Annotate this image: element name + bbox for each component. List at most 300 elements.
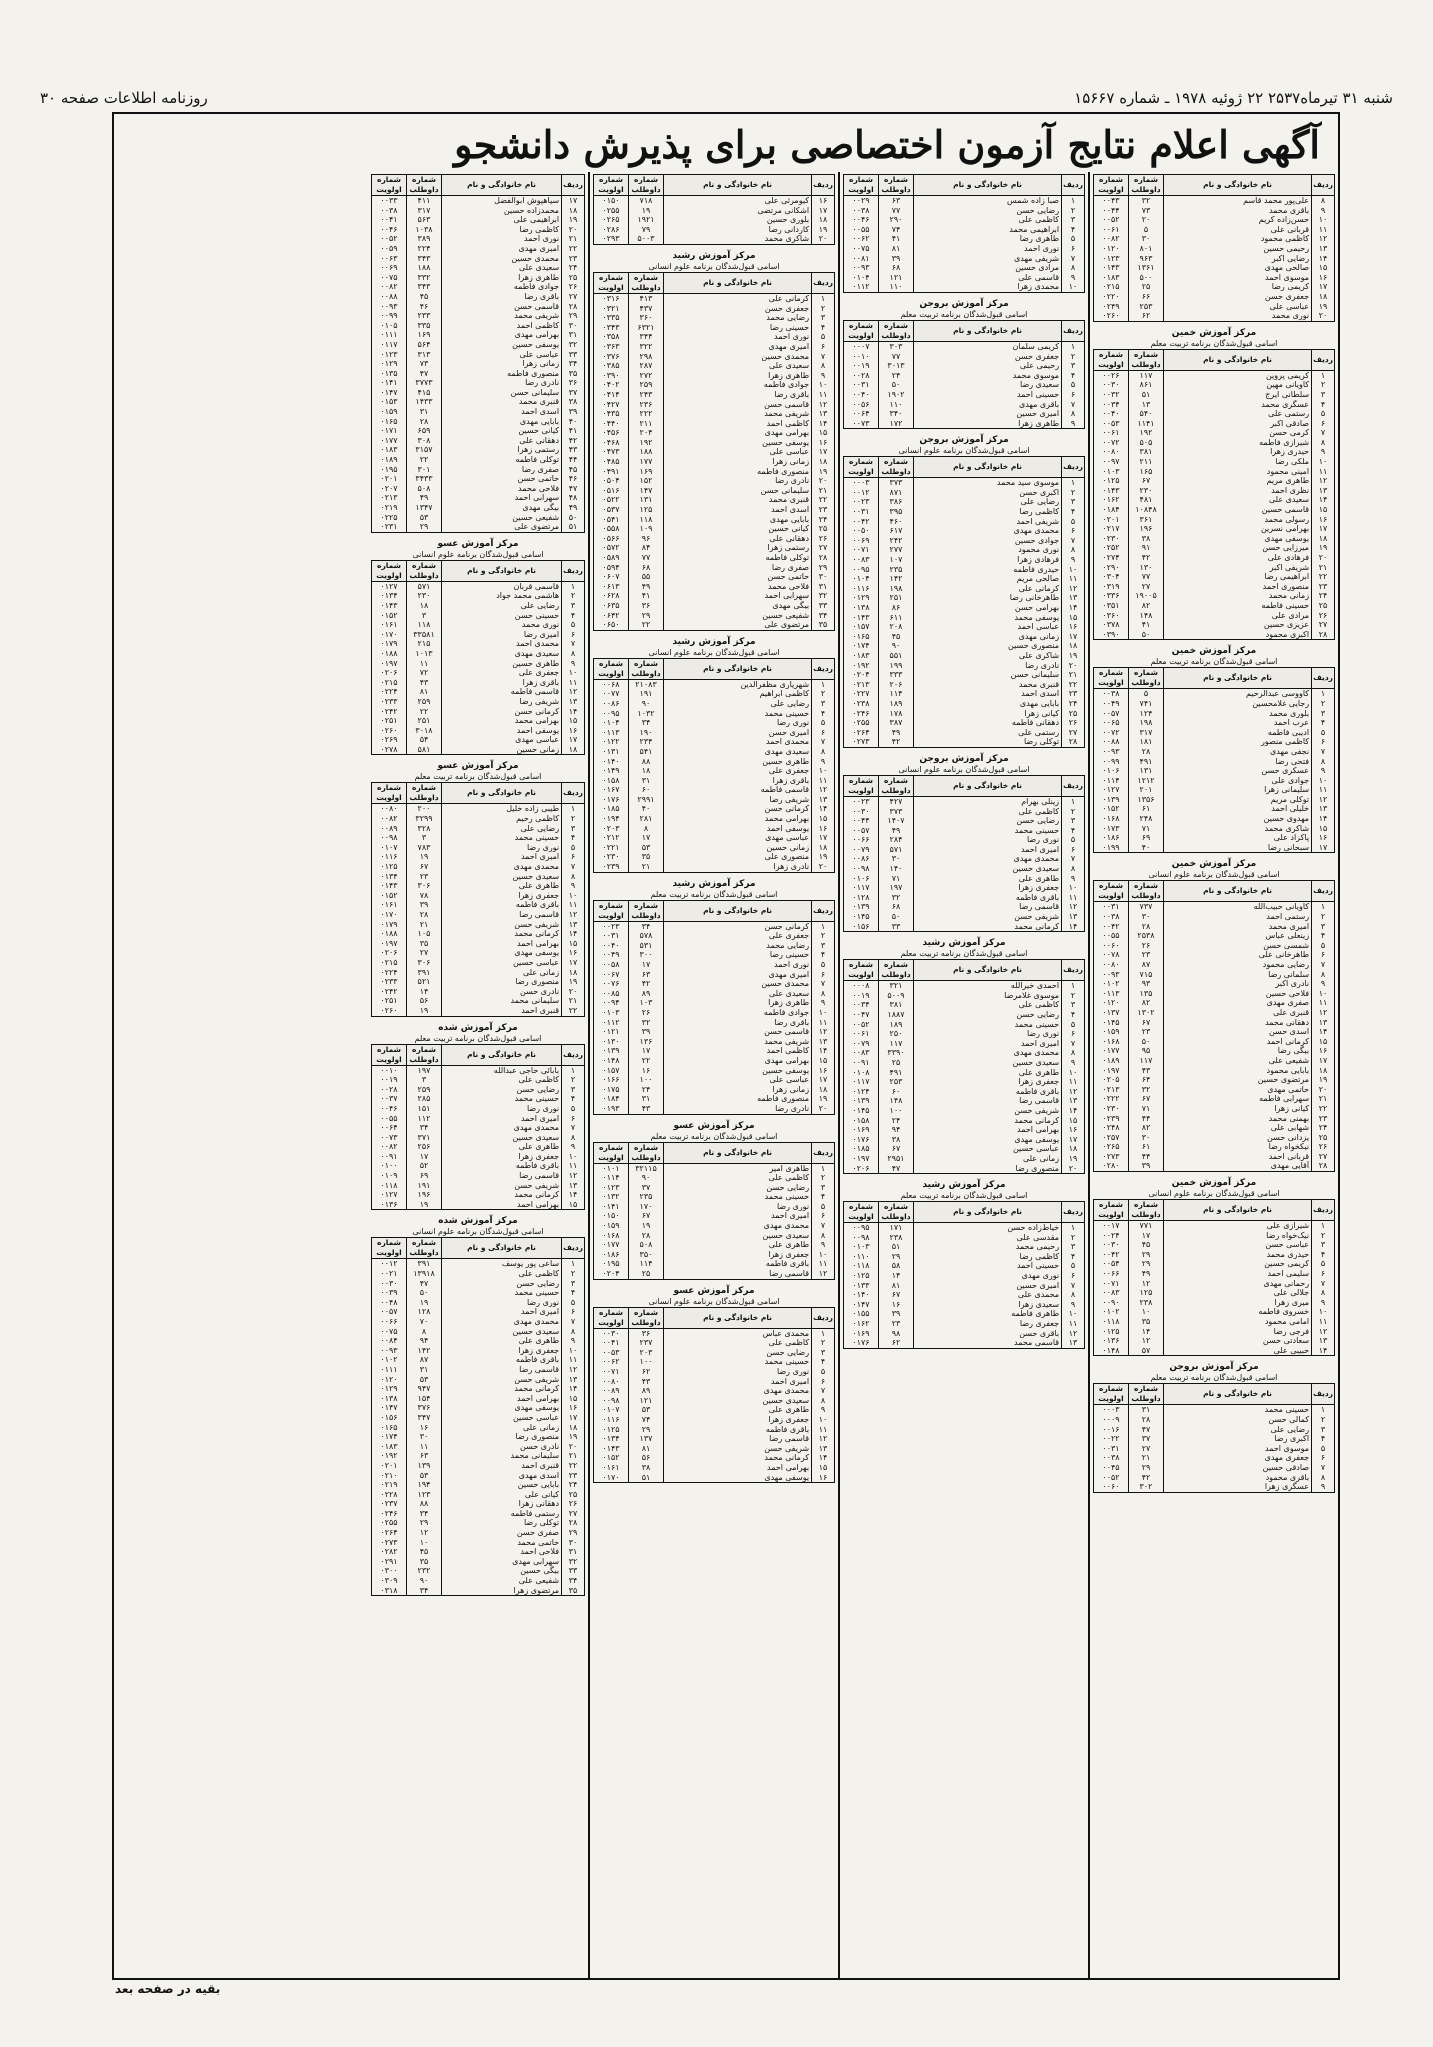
- row-number: ۲: [1312, 1415, 1335, 1425]
- column-header-number: شماره داوطلب: [879, 457, 914, 478]
- candidate-name: فلاحی حسین: [1164, 989, 1312, 999]
- table-row: [594, 1386, 835, 1396]
- candidate-number: ۸۹: [629, 1386, 664, 1396]
- candidate-number: ۲۵۹: [407, 697, 442, 707]
- candidate-number: ۱۹: [407, 852, 442, 862]
- row-number: ۸: [1312, 1473, 1335, 1483]
- candidate-number: ۱۹۶: [1129, 524, 1164, 534]
- priority-number: ۰۴۲۷: [594, 400, 629, 410]
- candidate-number: ۷۱: [879, 874, 914, 884]
- row-number: ۱۰: [812, 1250, 835, 1260]
- section-subtitle: اسامی قبول‌شدگان برنامه علوم انسانی: [412, 549, 544, 559]
- column-header-score: شماره اولویت: [1094, 349, 1129, 370]
- candidate-name: باقری فاطمه: [442, 900, 562, 910]
- row-number: ۱۳: [1062, 912, 1085, 922]
- row-number: ۱۶: [812, 824, 835, 834]
- section-title: مرکز آموزش بروجن: [919, 753, 1009, 764]
- candidate-number: ۳۲: [1129, 196, 1164, 206]
- priority-number: ۰۰۰۷: [844, 341, 879, 351]
- candidate-number: ۱۰: [1129, 1307, 1164, 1317]
- candidate-number: ۳۲۹۹: [407, 814, 442, 824]
- candidate-name: نظری احمد: [1164, 486, 1312, 496]
- candidate-number: ۴۹: [629, 582, 664, 592]
- table-row: [844, 864, 1085, 874]
- candidate-number: ۱۱۰: [879, 282, 914, 292]
- column-header-row: ردیف: [1312, 349, 1335, 370]
- priority-number: ۰۱۱۸: [1094, 1317, 1129, 1327]
- candidate-number: ۲۸: [407, 417, 442, 427]
- priority-number: ۰۱۲۳: [594, 1183, 629, 1193]
- candidate-name: صفری رضا: [664, 563, 812, 573]
- candidate-number: ۵: [1129, 689, 1164, 699]
- table-row: [372, 397, 585, 407]
- priority-number: ۰۰۵۷: [1094, 709, 1129, 719]
- table-row: [844, 225, 1085, 235]
- row-number: ۵: [562, 843, 585, 853]
- priority-number: ۰۰۲۶: [1094, 370, 1129, 380]
- priority-number: ۰۱۸۳: [372, 445, 407, 455]
- row-number: ۳۲: [562, 1557, 585, 1567]
- candidate-name: حاتمی مهدی: [1164, 1085, 1312, 1095]
- table-header-row: [372, 560, 585, 581]
- row-number: ۱۷: [562, 735, 585, 745]
- table-row: [844, 507, 1085, 517]
- candidate-name: محمدزاده حسین: [442, 206, 562, 216]
- candidate-name: صادقی اکبر: [1164, 419, 1312, 429]
- candidate-number: ۴۵: [407, 292, 442, 302]
- table-row: [372, 852, 585, 862]
- candidate-number: ۵۸: [879, 1261, 914, 1271]
- candidate-number: ۷۴: [879, 225, 914, 235]
- table-row: [594, 1425, 835, 1435]
- row-number: ۳۶: [562, 378, 585, 388]
- candidate-number: ۳۱۳: [407, 350, 442, 360]
- row-number: ۲۱: [562, 234, 585, 244]
- row-number: ۵: [1312, 1444, 1335, 1454]
- table-row: [594, 1066, 835, 1076]
- candidate-name: موسوی محمد: [914, 371, 1062, 381]
- candidate-number: ۳۴۷: [407, 1413, 442, 1423]
- column-header-name: نام خانوادگی و نام: [664, 1142, 812, 1163]
- priority-number: ۰۰۱۰: [372, 1065, 407, 1075]
- candidate-name: شریفی حسن: [914, 1106, 1062, 1116]
- candidate-number: ۷۷: [1129, 572, 1164, 582]
- priority-number: ۰۱۷۷: [372, 436, 407, 446]
- priority-number: ۰۰۹۵: [844, 1223, 879, 1233]
- table-row: [594, 352, 835, 362]
- candidate-number: ۶۳: [879, 196, 914, 206]
- priority-number: ۰۱۴۷: [372, 1403, 407, 1413]
- candidate-name: نادری زهرا: [664, 862, 812, 872]
- table-row: [372, 1413, 585, 1423]
- candidate-number: ۴۷: [407, 369, 442, 379]
- priority-number: ۰۰۲۸: [372, 1085, 407, 1095]
- candidate-name: یوسفی حسین: [664, 438, 812, 448]
- priority-number: ۰۰۹۳: [844, 263, 879, 273]
- priority-number: ۰۲۲۷: [844, 689, 879, 699]
- row-number: ۸: [1062, 545, 1085, 555]
- candidate-name: سلیمانی زهرا: [1164, 785, 1312, 795]
- candidate-number: ۲۱۱: [629, 419, 664, 429]
- section-subtitle: اسامی قبول‌شدگان برنامه تربیت معلم: [900, 309, 1028, 319]
- candidate-name: امیری حسین: [914, 1281, 1062, 1291]
- priority-number: ۰۰۷۸: [1094, 950, 1129, 960]
- table-row: [1094, 833, 1335, 843]
- row-number: ۱۹: [812, 1094, 835, 1104]
- results-section: [593, 637, 835, 873]
- row-number: ۱۰: [562, 1152, 585, 1162]
- row-number: ۸: [1062, 1290, 1085, 1300]
- priority-number: ۰۲۱۵: [1094, 282, 1129, 292]
- priority-number: ۰۰۴۴: [1094, 206, 1129, 216]
- candidate-name: رضایی حسن: [664, 1348, 812, 1358]
- table-row: [1094, 1066, 1335, 1076]
- table-row: [372, 920, 585, 930]
- row-number: ۱۳: [812, 795, 835, 805]
- table-row: [594, 400, 835, 410]
- candidate-name: قنبری محمد: [442, 397, 562, 407]
- priority-number: ۰۱۳۹: [844, 902, 879, 912]
- row-number: ۴: [1312, 1434, 1335, 1444]
- priority-number: ۰۱۱۸: [844, 1261, 879, 1271]
- candidate-name: سعیدی حسین: [664, 1231, 812, 1241]
- priority-number: ۰۱۶۸: [1094, 814, 1129, 824]
- priority-number: ۰۳۱۸: [372, 1586, 407, 1596]
- candidate-name: منصوری رضا: [914, 1164, 1062, 1174]
- row-number: ۵: [1062, 380, 1085, 390]
- candidate-number: ۲۳۵: [629, 1192, 664, 1202]
- section-subtitle: اسامی قبول‌شدگان برنامه تربیت معلم: [1150, 338, 1278, 348]
- candidate-number: ۲۳۰: [407, 591, 442, 601]
- candidate-name: حسینی محمد: [442, 1094, 562, 1104]
- results-table: [1093, 1383, 1335, 1492]
- table-row: [372, 611, 585, 621]
- candidate-number: ۱۳۵۶: [1129, 795, 1164, 805]
- table-row: [1094, 563, 1335, 573]
- candidate-name: سلیمانی حسن: [664, 486, 812, 496]
- candidate-number: ۱۶۹: [629, 467, 664, 477]
- table-row: [1094, 244, 1335, 254]
- candidate-number: ۳۳۵: [407, 321, 442, 331]
- row-number: ۲۹: [812, 563, 835, 573]
- candidate-name: اسدی مهدی: [442, 1471, 562, 1481]
- candidate-number: ۳۰۲: [1129, 1482, 1164, 1492]
- table-row: [844, 545, 1085, 555]
- row-number: ۲۹: [562, 1528, 585, 1538]
- column-header-name: نام خانوادگی و نام: [914, 457, 1062, 478]
- row-number: ۸: [1062, 409, 1085, 419]
- row-number: ۱۸: [812, 215, 835, 225]
- priority-number: ۰۲۱۳: [844, 680, 879, 690]
- row-number: ۱۳: [812, 1037, 835, 1047]
- row-number: ۱۷: [1312, 524, 1335, 534]
- candidate-number: ۱۱۰: [879, 400, 914, 410]
- candidate-number: ۲۹: [879, 1252, 914, 1262]
- candidate-name: موسوی غلامرضا: [914, 991, 1062, 1001]
- candidate-name: کاظمی علی: [442, 1269, 562, 1279]
- priority-number: ۰۴۰۲: [594, 380, 629, 390]
- candidate-number: ۸۷۱: [879, 488, 914, 498]
- priority-number: ۰۰۷۹: [844, 1039, 879, 1049]
- candidate-name: نوری رضا: [664, 1367, 812, 1377]
- candidate-number: ۶۵۹: [407, 426, 442, 436]
- candidate-name: عباسی حسن: [1164, 1240, 1312, 1250]
- row-number: ۳۹: [562, 407, 585, 417]
- priority-number: ۰۰۹۹: [1094, 757, 1129, 767]
- table-row: [844, 1010, 1085, 1020]
- priority-number: ۰۱۵۵: [844, 1309, 879, 1319]
- row-number: ۲۴: [1062, 699, 1085, 709]
- table-row: [844, 991, 1085, 1001]
- candidate-number: ۳۰۶: [407, 958, 442, 968]
- row-number: ۱۳: [1062, 1096, 1085, 1106]
- table-row: [594, 1444, 835, 1454]
- candidate-name: طاهرخانی علی: [1164, 950, 1312, 960]
- candidate-name: توکلی فاطمه: [664, 553, 812, 563]
- row-number: ۱۵: [812, 428, 835, 438]
- candidate-name: جلالی علی: [1164, 1288, 1312, 1298]
- table-row: [372, 474, 585, 484]
- row-number: ۹: [1312, 1482, 1335, 1492]
- candidate-number: ۱۹۴: [407, 1480, 442, 1490]
- priority-number: ۰۱۵۶: [844, 922, 879, 932]
- candidate-number: ۳۷۳: [879, 478, 914, 488]
- row-number: ۱۵: [1312, 824, 1335, 834]
- candidate-name: صفری حسن: [442, 1528, 562, 1538]
- priority-number: ۰۰۸۲: [372, 814, 407, 824]
- candidate-number: ۲۱۵: [407, 639, 442, 649]
- candidate-name: شیرازی علی: [1164, 1221, 1312, 1231]
- candidate-name: خلیلی احمد: [1164, 804, 1312, 814]
- table-row: [844, 718, 1085, 728]
- table-row: [1094, 1221, 1335, 1231]
- table-row: [372, 649, 585, 659]
- candidate-number: ۳۰: [879, 854, 914, 864]
- candidate-number: ۱۹۷: [407, 1065, 442, 1075]
- column-header-row: ردیف: [1062, 775, 1085, 796]
- table-row: [372, 716, 585, 726]
- priority-number: ۰۰۷۵: [372, 273, 407, 283]
- priority-number: ۰۱۶۵: [844, 632, 879, 642]
- table-row: [372, 417, 585, 427]
- candidate-name: امیری حسن: [664, 728, 812, 738]
- candidate-number: ۸۱: [879, 244, 914, 254]
- table-row: [594, 824, 835, 834]
- candidate-name: قربانی علی: [1164, 225, 1312, 235]
- row-number: ۲۲: [562, 244, 585, 254]
- candidate-number: ۷۳: [1129, 206, 1164, 216]
- row-number: ۱: [1062, 1223, 1085, 1233]
- candidate-number: ۴۷: [1129, 1425, 1164, 1435]
- priority-number: ۰۱۲۴: [844, 1087, 879, 1097]
- candidate-number: ۳۵: [407, 1557, 442, 1567]
- priority-number: ۰۱۴۵: [1094, 1018, 1129, 1028]
- candidate-number: ۱۳۰۲: [1129, 1008, 1164, 1018]
- priority-number: ۰۱۲۵: [372, 862, 407, 872]
- row-number: ۱۶: [812, 1066, 835, 1076]
- row-number: ۶: [1312, 419, 1335, 429]
- row-number: ۸: [562, 649, 585, 659]
- candidate-name: رحمانی مهدی: [1164, 1279, 1312, 1289]
- column-header-number: شماره داوطلب: [879, 960, 914, 981]
- table-header-row: [594, 272, 835, 293]
- candidate-number: ۱۳۱: [629, 495, 664, 505]
- table-row: [844, 196, 1085, 206]
- priority-number: ۰۱۱۲: [594, 1018, 629, 1028]
- row-number: ۲: [1312, 380, 1335, 390]
- candidate-name: سهرابی احمد: [442, 493, 562, 503]
- table-row: [594, 1056, 835, 1066]
- priority-number: ۰۰۲۳: [844, 796, 879, 806]
- priority-number: ۰۲۰۶: [372, 948, 407, 958]
- candidate-name: یوسفی مهدی: [442, 948, 562, 958]
- table-row: [594, 757, 835, 767]
- row-number: ۱۳: [562, 1181, 585, 1191]
- table-row: [1094, 467, 1335, 477]
- priority-number: ۰۱۰۷: [372, 843, 407, 853]
- candidate-number: ۲۳۵: [879, 565, 914, 575]
- row-number: ۱۳: [812, 409, 835, 419]
- row-number: ۴۹: [562, 503, 585, 513]
- priority-number: ۰۰۹۵: [844, 565, 879, 575]
- row-number: ۴۳: [562, 445, 585, 455]
- candidate-number: ۵: [1129, 225, 1164, 235]
- candidate-number: ۷۲: [407, 668, 442, 678]
- priority-number: ۰۲۱۹: [372, 1480, 407, 1490]
- candidate-number: ۴۲۷: [879, 796, 914, 806]
- candidate-number: ۲۶: [629, 1008, 664, 1018]
- section-title: مرکز آموزش شده: [438, 1216, 518, 1227]
- table-row: [372, 1442, 585, 1452]
- priority-number: ۰۱۵۰: [594, 196, 629, 206]
- candidate-number: ۳۱: [407, 407, 442, 417]
- candidate-number: ۱۱۴۱: [1129, 419, 1164, 429]
- priority-number: ۰۱۴۵: [844, 1106, 879, 1116]
- priority-number: ۰۰۸۲: [372, 282, 407, 292]
- candidate-name: عباسی علی: [1164, 302, 1312, 312]
- candidate-number: ۹۳: [1129, 979, 1164, 989]
- priority-number: ۰۰۷۱: [1094, 1279, 1129, 1289]
- row-number: ۳: [1062, 497, 1085, 507]
- table-row: [372, 244, 585, 254]
- table-row: [372, 1190, 585, 1200]
- row-number: ۲: [562, 1269, 585, 1279]
- candidate-number: ۱۶۹: [407, 330, 442, 340]
- table-row: [1094, 457, 1335, 467]
- candidate-name: شریفی حسن: [664, 1444, 812, 1454]
- candidate-name: حاتمی محمد: [442, 1538, 562, 1548]
- table-row: [594, 323, 835, 333]
- priority-number: ۰۰۱۹: [844, 991, 879, 1001]
- candidate-name: طاهری زهرا: [442, 273, 562, 283]
- row-number: ۷: [1312, 960, 1335, 970]
- priority-number: ۰۴۵۶: [594, 428, 629, 438]
- candidate-name: کرمانی محمد: [914, 1116, 1062, 1126]
- row-number: ۱۳: [1312, 486, 1335, 496]
- priority-number: ۰۲۶۵: [594, 215, 629, 225]
- column-header-score: شماره اولویت: [372, 175, 407, 196]
- row-number: ۳: [1312, 390, 1335, 400]
- row-number: ۱۸: [562, 206, 585, 216]
- row-number: ۱۰: [562, 668, 585, 678]
- row-number: ۲: [812, 1173, 835, 1183]
- candidate-number: ۶۳: [407, 1451, 442, 1461]
- row-number: ۱۵: [562, 939, 585, 949]
- candidate-number: ۱۱۷: [1129, 1056, 1164, 1066]
- table-row: [844, 1058, 1085, 1068]
- candidate-name: بهرامی مهدی: [664, 1056, 812, 1066]
- priority-number: ۰۰۴۴: [844, 816, 879, 826]
- priority-number: ۰۲۷۳: [1094, 1152, 1129, 1162]
- candidate-name: سعیدی علی: [664, 989, 812, 999]
- candidate-number: ۸۶۱: [1129, 380, 1164, 390]
- priority-number: ۰۲۱۵: [372, 958, 407, 968]
- candidate-name: قاسمی قربان: [442, 581, 562, 591]
- table-row: [594, 313, 835, 323]
- row-number: ۴: [812, 1192, 835, 1202]
- candidate-name: جعفری مهدی: [1164, 1453, 1312, 1463]
- row-number: ۲۰: [812, 476, 835, 486]
- column-header-score: شماره اولویت: [594, 900, 629, 921]
- table-row: [594, 1221, 835, 1231]
- table-row: [372, 939, 585, 949]
- candidate-name: نادری رضا: [664, 476, 812, 486]
- priority-number: ۰۱۲۲: [594, 737, 629, 747]
- row-number: ۱۷: [812, 1075, 835, 1085]
- candidate-number: ۱۴: [1129, 1327, 1164, 1337]
- table-row: [372, 1006, 585, 1016]
- priority-number: ۰۱۸۹: [1094, 1056, 1129, 1066]
- table-row: [594, 1415, 835, 1425]
- candidate-number: ۲۵۳: [879, 1077, 914, 1087]
- priority-number: ۰۱۸۴: [594, 1094, 629, 1104]
- row-number: ۳: [1062, 215, 1085, 225]
- candidate-name: زمانی حسین: [442, 745, 562, 755]
- row-number: ۱: [562, 804, 585, 814]
- table-row: [594, 234, 835, 244]
- row-number: ۲۲: [562, 1461, 585, 1471]
- column-header-row: ردیف: [812, 1142, 835, 1163]
- priority-number: ۰۳۵۸: [594, 332, 629, 342]
- priority-number: ۰۰۸۴: [372, 1336, 407, 1346]
- priority-number: ۰۲۲۴: [372, 968, 407, 978]
- row-number: ۶: [812, 1211, 835, 1221]
- candidate-number: ۱۷: [1129, 1231, 1164, 1241]
- table-header-row: [844, 960, 1085, 981]
- row-number: ۲۹: [562, 311, 585, 321]
- candidate-name: حسینی فاطمه: [1164, 601, 1312, 611]
- priority-number: ۰۱۶۲: [844, 1319, 879, 1329]
- priority-number: ۰۵۸۹: [594, 553, 629, 563]
- priority-number: ۰۰۰۳: [844, 478, 879, 488]
- table-row: [844, 341, 1085, 351]
- row-number: ۱۴: [812, 1453, 835, 1463]
- priority-number: ۰۱۲۹: [372, 1384, 407, 1394]
- priority-number: ۰۱۸۳: [372, 1442, 407, 1452]
- candidate-name: رحیمی حسین: [1164, 244, 1312, 254]
- candidate-name: سلیمی احمد: [1164, 1269, 1312, 1279]
- candidate-number: ۳۲۱۱۵: [629, 1163, 664, 1173]
- table-row: [594, 438, 835, 448]
- candidate-name: رستمی احمد: [1164, 912, 1312, 922]
- candidate-number: ۲۱۱: [1129, 457, 1164, 467]
- column-header-name: نام خانوادگی و نام: [442, 560, 562, 581]
- table-row: [594, 1104, 835, 1114]
- row-number: ۲۴: [1312, 591, 1335, 601]
- candidate-name: نوری رضا: [914, 1029, 1062, 1039]
- priority-number: ۰۰۶۴: [372, 1123, 407, 1133]
- priority-number: ۰۰۵۳: [1094, 419, 1129, 429]
